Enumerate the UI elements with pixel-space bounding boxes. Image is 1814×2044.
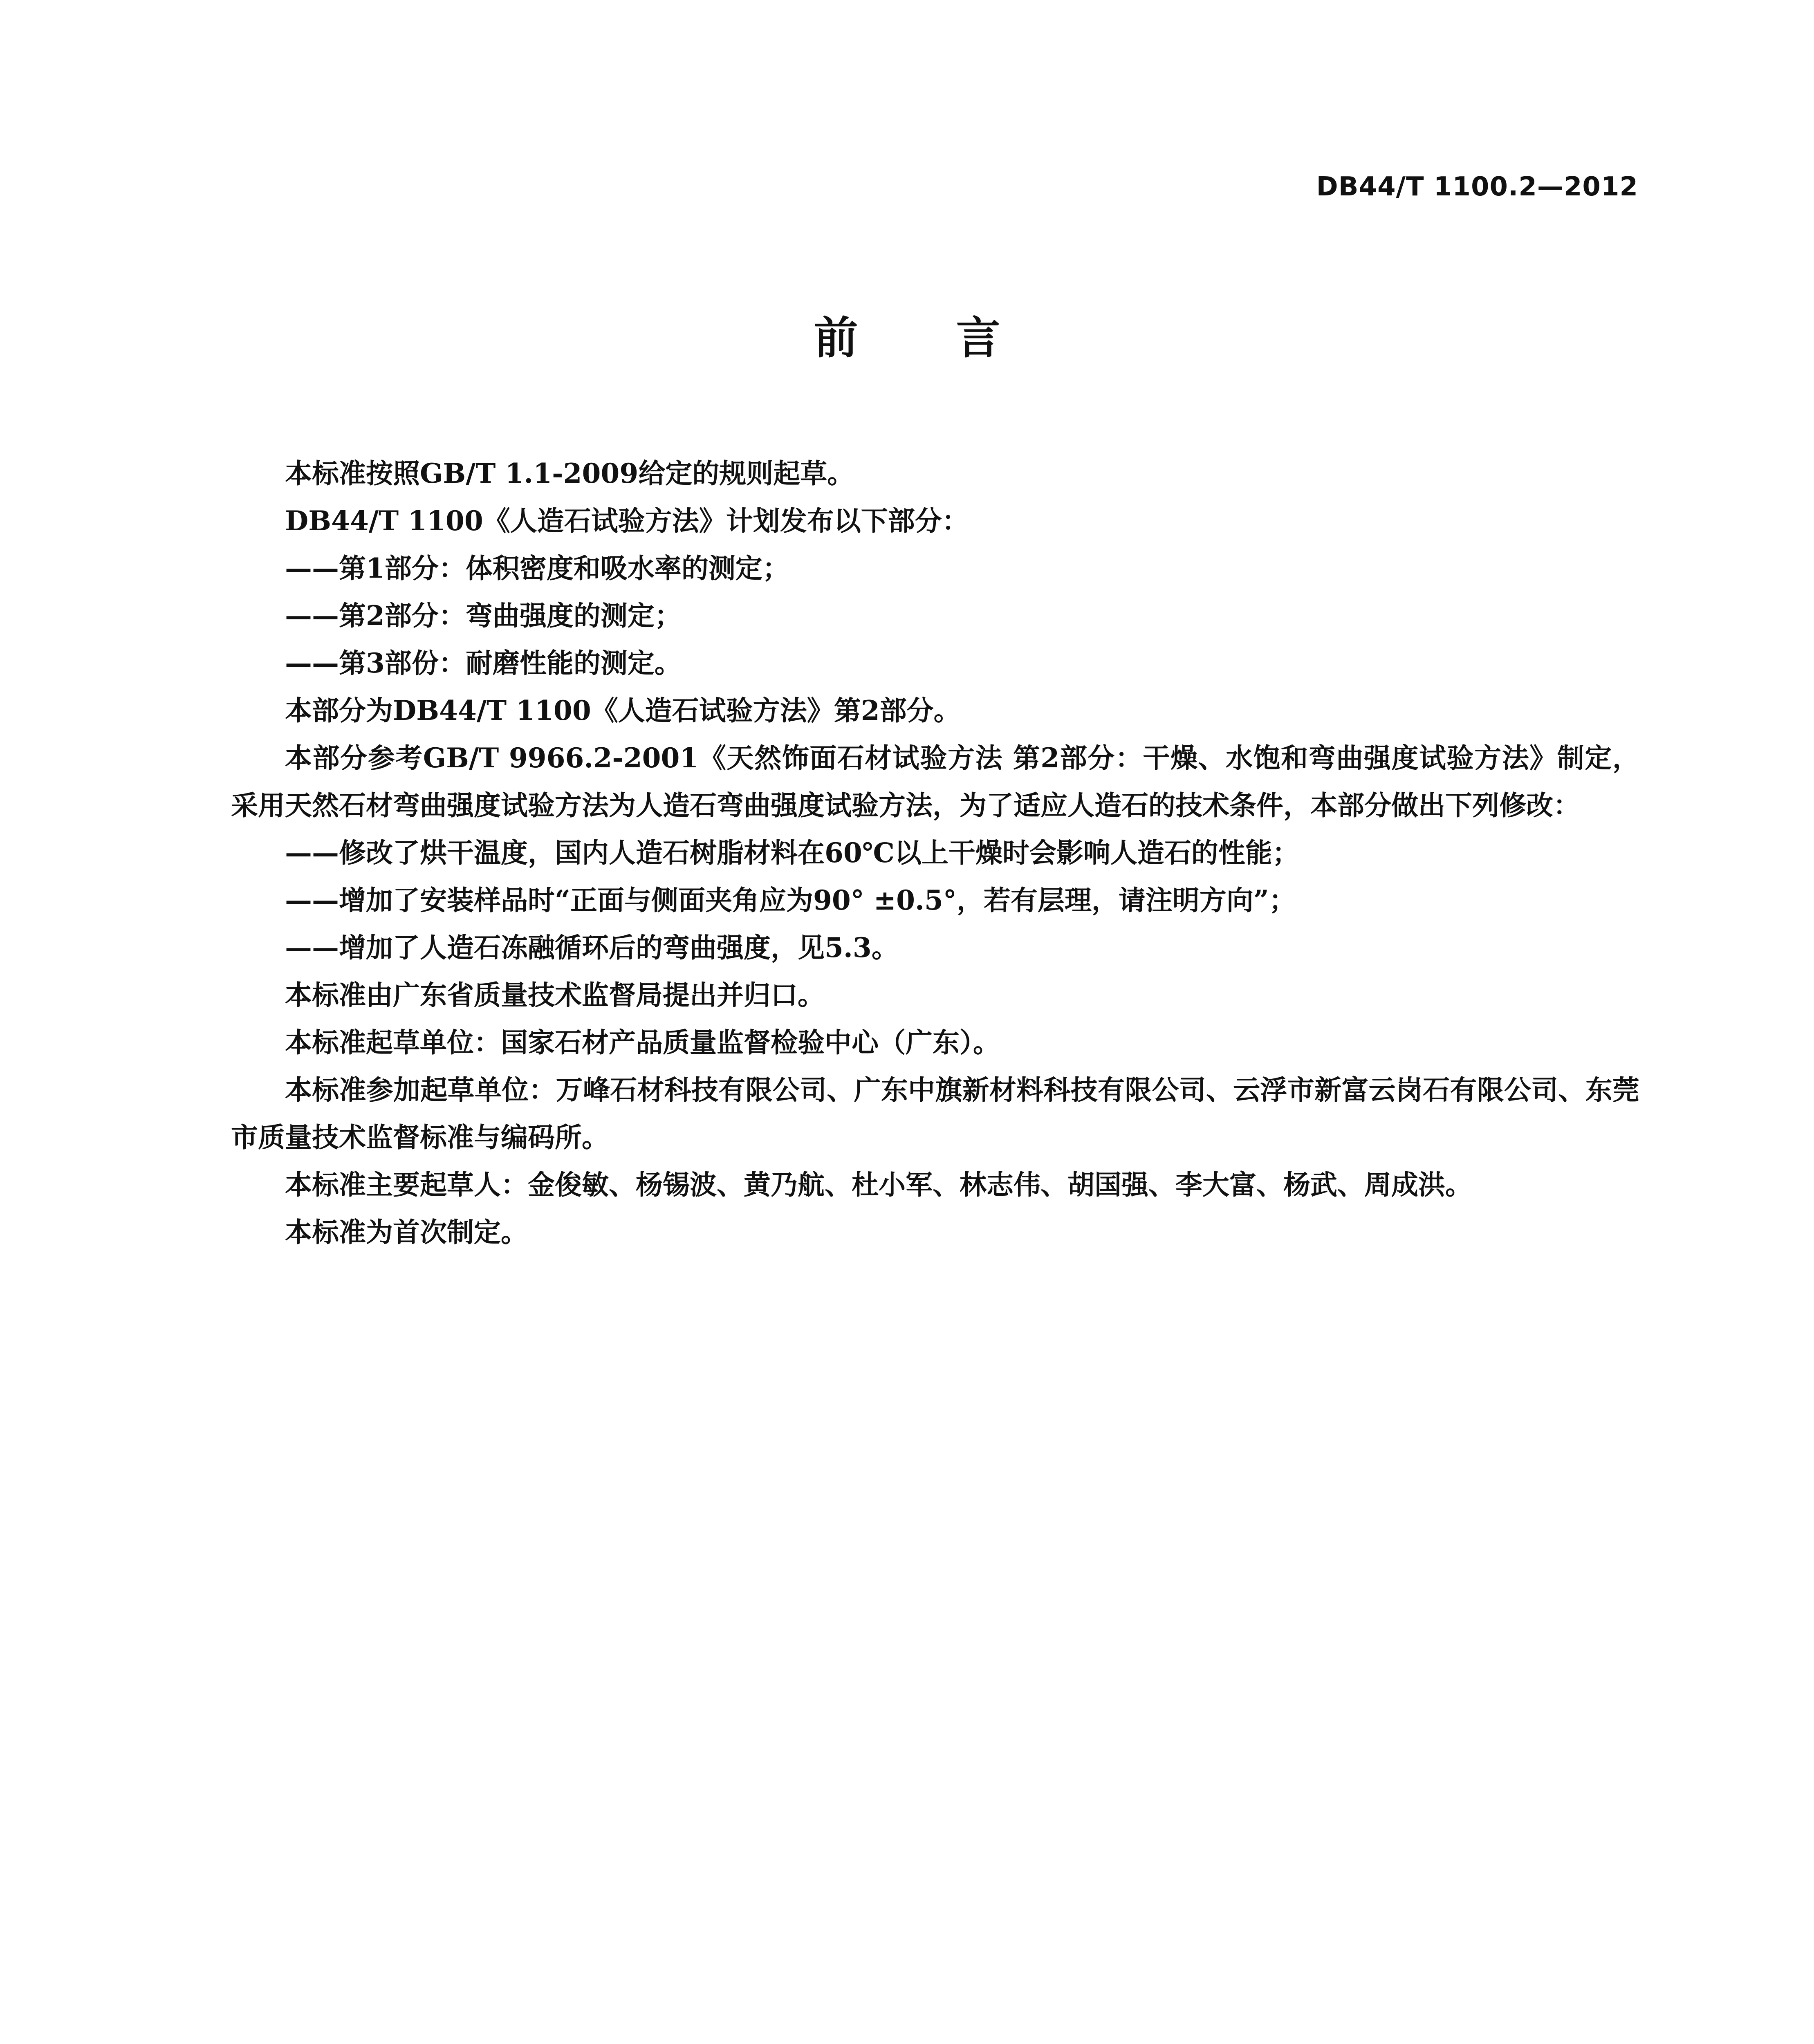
paragraph-reference: 本部分参考GB/T 9966.2-2001《天然饰面石材试验方法 第2部分：干燥、水饱和弯曲强度试验方法》制定，采用天然石材弯曲强度试验方法为人造石弯曲强度试验方法，为了适应人造石的技术条件，本部分做出下列修改： (231, 742, 1639, 821)
foreword-body (231, 450, 1639, 1256)
paragraph-this-part: 本部分为DB44/T 1100《人造石试验方法》第2部分。 (285, 695, 961, 726)
paragraph-participating-units: 本标准参加起草单位：万峰石材科技有限公司、广东中旗新材料科技有限公司、云浮市新富云岗石有限公司、东莞市质量技术监督标准与编码所。 (231, 1074, 1639, 1153)
paragraph-drafting-rules: 本标准按照GB/T 1.1-2009给定的规则起草。 (285, 457, 854, 489)
list-item-part-3: ——第3部份：耐磨性能的测定。 (285, 647, 682, 679)
list-item-change-1: ——修改了烘干温度，国内人造石树脂材料在60℃以上干燥时会影响人造石的性能； (285, 837, 1299, 869)
page-title: 前言 (814, 313, 1099, 364)
list-item-part-1: ——第1部分：体积密度和吸水率的测定； (285, 552, 789, 584)
paragraph-first-edition: 本标准为首次制定。 (285, 1216, 528, 1248)
paragraph-drafting-unit: 本标准起草单位：国家石材产品质量监督检验中心（广东）。 (285, 1026, 1000, 1058)
list-item-change-3: ——增加了人造石冻融循环后的弯曲强度，见5.3。 (285, 932, 899, 964)
paragraph-series-parts: DB44/T 1100《人造石试验方法》计划发布以下部分： (285, 505, 969, 537)
standard-code: DB44/T 1100.2—2012 (1316, 172, 1638, 202)
list-item-change-2: ——增加了安装样品时“正面与侧面夹角应为90° ±0.5°，若有层理，请注明方向”； (285, 884, 1296, 916)
paragraph-main-drafters: 本标准主要起草人：金俊敏、杨锡波、黄乃航、杜小军、林志伟、胡国强、李大富、杨武、周成洪。 (285, 1169, 1472, 1201)
paragraph-proposer: 本标准由广东省质量技术监督局提出并归口。 (285, 979, 825, 1011)
list-item-part-2: ——第2部分：弯曲强度的测定； (285, 600, 682, 632)
